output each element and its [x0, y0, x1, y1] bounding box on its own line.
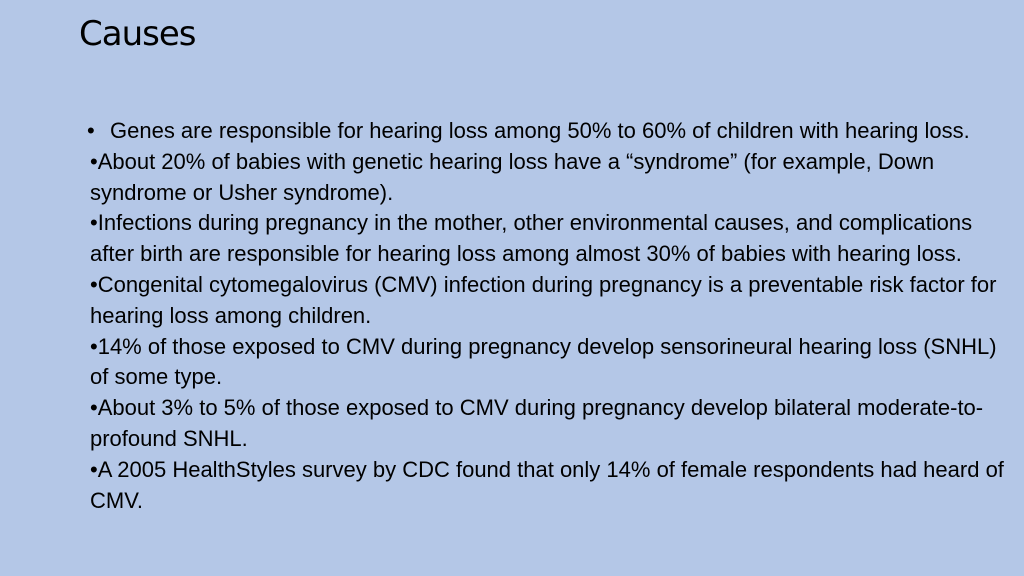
bullet-list — [87, 116, 1015, 516]
bullet-item-syndrome: •About 20% of babies with genetic hearing loss have a “syndrome” (for example, Down syndrome or Usher syndrome). — [90, 148, 935, 205]
bullet-item-cmv-snhl: •14% of those exposed to CMV during pregnancy develop sensorineural hearing loss (SNHL) of some type. — [90, 333, 997, 390]
slide-title: Causes — [79, 14, 196, 54]
bullet-item-genes — [87, 116, 1015, 147]
bullet-item-survey: •A 2005 HealthStyles survey by CDC found that only 14% of female respondents had heard of CMV. — [90, 456, 1004, 513]
bullet-text: Genes are responsible for hearing loss among 50% to 60% of children with hearing loss. — [110, 118, 970, 143]
bullet-item-cmv-risk: •Congenital cytomegalovirus (CMV) infection during pregnancy is a preventable risk factor for hearing loss among children. — [90, 271, 997, 328]
bullet-item-infections: •Infections during pregnancy in the mother, other environmental causes, and complications after birth are responsible for hearing loss among almost 30% of babies with hearing loss. — [90, 210, 973, 267]
bullet-dot: • — [87, 118, 95, 143]
bullet-item-cmv-bilateral: •About 3% to 5% of those exposed to CMV during pregnancy develop bilateral moderate-to-profound SNHL. — [90, 395, 984, 451]
